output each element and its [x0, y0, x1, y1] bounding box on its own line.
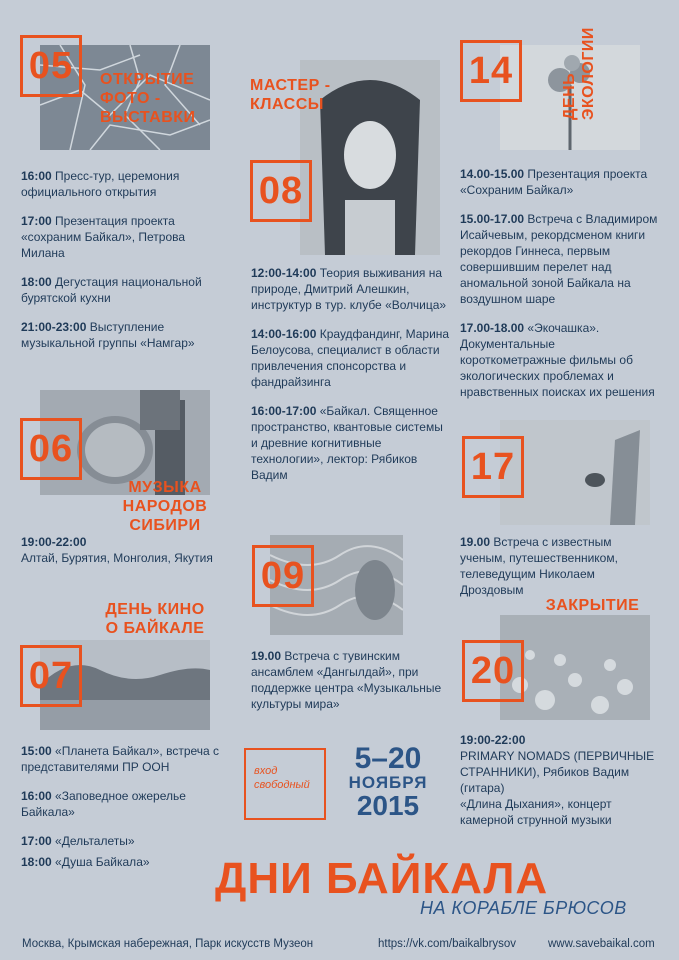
day-07-events [21, 743, 221, 883]
event-item: 19.00 Встреча с известным ученым, путешественником, телеведущим Николаем Дроздовым [460, 535, 618, 597]
day-number-14: 14 [460, 40, 522, 102]
event-item: 19:00-22:00 PRIMARY NOMADS (ПЕРВИЧНЫЕ СТРАННИКИ), Рябиков Вадим (гитара) [460, 733, 655, 795]
day-number-09: 09 [252, 545, 314, 607]
footer-site-link[interactable]: www.savebaikal.com [548, 938, 655, 950]
event-item: 15.00-17.00 Встреча с Владимиром Исайчевым, рекордсменом книги рекордов Гиннеса, первым совершившим перелет над аномальной зоной Байкала на воздушном шаре [460, 212, 658, 306]
day-number-20: 20 [462, 640, 524, 702]
footer-address: Москва, Крымская набережная, Парк искусств Музеон [22, 938, 314, 950]
day-20-title: ЗАКРЫТИЕ [545, 597, 640, 614]
date-year: 2015 [356, 790, 420, 821]
day-number-06: 06 [20, 418, 82, 480]
day-14-events [460, 166, 658, 413]
event-item: 19:00-22:00 Алтай, Бурятия, Монголия, Якутия [21, 535, 213, 565]
day-number-08: 08 [250, 160, 312, 222]
event-item: 17:00 Презентация проекта «сохраним Байкал», Петрова Милана [21, 214, 186, 260]
day-09-events [251, 648, 451, 725]
date-month: НОЯБРЯ [348, 773, 428, 792]
day-08-title: МАСТЕР - КЛАССЫ [250, 77, 331, 113]
event-item: 19.00 Встреча с тувинским ансамблем «Дангылдай», при поддержке центра «Музыкальные культуры мира» [251, 649, 442, 711]
day-05-title: ОТКРЫТИЕ ФОТО - ВЫСТАВКИ [100, 71, 196, 126]
day-06-title: МУЗЫКА НАРОДОВ СИБИРИ [122, 479, 208, 534]
event-item: 14.00-15.00 Презентация проекта «Сохраним Байкал» [460, 167, 648, 197]
footer-vk-link[interactable]: https://vk.com/baikalbrysov [378, 938, 517, 950]
entry-line2: свободный [254, 779, 310, 791]
event-item: 16:00 Пресс-тур, церемония официального открытия [21, 169, 180, 199]
date-range [338, 744, 438, 820]
date-days: 5–20 [354, 742, 422, 775]
event-item: 17.00-18.00 «Экочашка». Документальные короткометражные фильмы об экологических проблемах и нравственных поисках их решения [460, 321, 655, 399]
event-item: «Длина Дыхания», концерт камерной струнной музыки [460, 797, 612, 827]
subtitle: НА КОРАБЛЕ БРЮСОВ [420, 898, 627, 918]
free-entry-box [244, 748, 326, 820]
event-item: 17:00 «Дельталеты» [21, 834, 135, 848]
entry-line1: вход [254, 765, 278, 777]
day-08-events [251, 265, 451, 496]
event-item: 18:00 «Душа Байкала» [21, 855, 150, 869]
day-number-07: 07 [20, 645, 82, 707]
event-item: 15:00 «Планета Байкал», встреча с представителями ПР ООН [21, 744, 220, 774]
day-20-events [460, 732, 658, 841]
event-item: 21:00-23:00 Выступление музыкальной группы «Намгар» [21, 320, 195, 350]
day-14-title: ДЕНЬ ЭКОЛОГИИ [561, 27, 597, 120]
event-item: 18:00 Дегустация национальной бурятской кухни [21, 275, 202, 305]
event-item: 16:00 «Заповедное ожерелье Байкала» [21, 789, 186, 819]
day-number-05: 05 [20, 35, 82, 97]
day-05-events [21, 168, 221, 364]
day-number-17: 17 [462, 436, 524, 498]
event-item: 16:00-17:00 «Байкал. Священное пространство, квантовые системы и древние когнитивные технологии», лектор: Рябиков Вадим [251, 404, 443, 482]
day-07-title: ДЕНЬ КИНО О БАЙКАЛЕ [105, 601, 205, 637]
day-06-events [21, 534, 221, 579]
event-item: 14:00-16:00 Краудфандинг, Марина Белоусова, специалист в области привлечения спонсорства и фандрайзинга [251, 327, 450, 389]
event-item: 12:00-14:00 Теория выживания на природе, Дмитрий Алешкин, инструктур в тур. клубе «Волчица» [251, 266, 447, 312]
main-title: ДНИ БАЙКАЛА [215, 854, 549, 903]
